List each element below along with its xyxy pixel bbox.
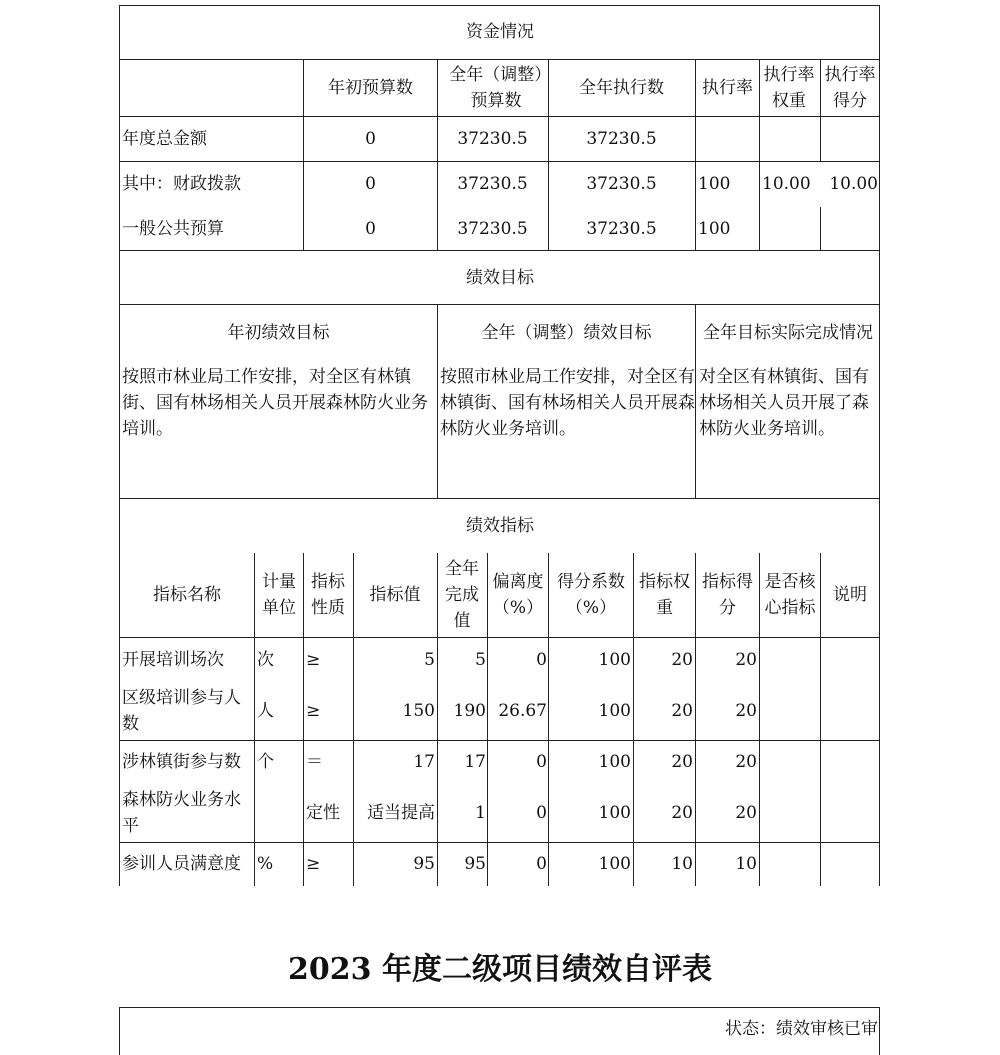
ind-row-coef: 100 [598,650,631,670]
grid-line [303,59,304,250]
funds-row-adjusted: 37230.5 [457,218,528,239]
funds-row-weight: 10.00 [762,174,811,194]
ind-row-nature: 定性 [306,803,340,823]
ind-header-core: 是否核心指标 [764,572,816,618]
ind-row-note [821,785,879,841]
header-adjusted-budget: 全年（调整）预算数 [449,65,543,111]
ind-row-note [821,843,879,885]
grid-line [120,498,880,499]
grid-line [303,553,304,886]
grid-line [487,553,488,886]
ind-row-deviation: 0 [536,752,547,772]
goal-adjusted-header: 全年（调整）绩效目标 [481,323,652,343]
ind-row-nature: ≥ [306,701,321,721]
grid-line [695,304,696,498]
ind-header-coef: 得分系数（%） [557,572,625,618]
ind-row-unit: 人 [257,701,274,721]
goal-initial-header: 年初绩效目标 [227,323,330,343]
goal-initial-text: 按照市林业局工作安排，对全区有林镇街、国有林场相关人员开展森林防火业务培训。 [122,367,428,439]
funds-row-adjusted: 37230.5 [457,129,528,149]
grid-line [759,207,760,250]
ind-row-name: 参训人员满意度 [122,854,241,874]
funds-row-initial: 0 [365,174,376,194]
funds-row-initial: 0 [365,218,376,239]
ind-row-weight: 20 [671,701,693,721]
ind-header-name: 指标名称 [153,585,221,605]
ind-row-weight: 10 [671,854,693,874]
grid-line [548,553,549,886]
ind-row-name: 区级培训参与人数 [122,688,241,734]
ind-row-deviation: 26.67 [498,701,547,721]
ind-header-completed: 全年完成值 [445,559,479,631]
grid-line [120,59,880,60]
grid-line [820,207,821,250]
grid-line [879,1007,880,1055]
grid-line [437,304,438,498]
ind-row-score: 20 [735,650,757,670]
ind-row-weight: 20 [671,803,693,823]
ind-row-deviation: 0 [536,803,547,823]
indicators-section-title: 绩效指标 [466,516,534,536]
grid-line [120,637,880,638]
ind-row-deviation: 0 [536,650,547,670]
header-executed: 全年执行数 [579,78,664,98]
grid-line [759,553,760,886]
ind-row-coef: 100 [598,854,631,874]
grid-line [119,5,120,886]
ind-row-nature: ≥ [306,854,321,874]
ind-row-value: 适当提高 [367,803,435,823]
funds-row-label: 其中：财政拨款 [122,174,241,194]
ind-row-coef: 100 [598,752,631,772]
grid-line [120,5,880,6]
header-exec-rate: 执行率 [702,78,753,98]
ind-header-score: 指标得分 [702,572,753,618]
ind-row-note [821,638,879,682]
grid-line [353,553,354,886]
ind-row-completed: 95 [464,854,486,874]
goals-section-title: 绩效目标 [466,267,534,288]
ind-row-coef: 100 [598,701,631,721]
ind-row-weight: 20 [671,650,693,670]
funds-row-label: 年度总金额 [122,129,207,149]
ind-row-deviation: 0 [536,854,547,874]
grid-line [820,59,821,161]
funds-row-weight [760,117,820,161]
ind-row-value: 5 [424,650,435,670]
ind-row-unit [255,785,303,841]
ind-row-note [821,741,879,783]
grid-line [120,304,880,305]
grid-line [120,161,880,162]
ind-header-note: 说明 [833,585,867,605]
ind-row-core [760,843,820,885]
ind-row-core [760,785,820,841]
ind-row-score: 20 [735,752,757,772]
ind-row-completed: 5 [475,650,486,670]
ind-row-value: 150 [402,701,435,721]
review-status: 状态：绩效审核已审 [725,1019,878,1039]
funds-row-executed: 37230.5 [586,174,657,194]
ind-row-value: 17 [413,752,435,772]
ind-row-name: 森林防火业务水平 [122,790,241,836]
grid-line [633,553,634,886]
grid-line [120,250,880,251]
ind-row-unit: % [257,854,274,874]
form-title: 2023 年度二级项目绩效自评表 [288,952,712,987]
grid-line [695,553,696,886]
funds-row-executed: 37230.5 [586,218,657,239]
ind-header-nature: 指标性质 [311,572,345,618]
ind-row-coef: 100 [598,803,631,823]
funds-row-rate [696,117,759,161]
grid-line [120,116,880,117]
ind-row-completed: 190 [453,701,486,721]
ind-row-score: 20 [735,803,757,823]
ind-row-score: 20 [735,701,757,721]
ind-row-core [760,741,820,783]
grid-line [695,59,696,250]
goal-adjusted-text: 按照市林业局工作安排，对全区有林镇街、国有林场相关人员开展森林防火业务培训。 [440,367,695,439]
ind-header-unit: 计量单位 [262,572,296,618]
ind-row-name: 开展培训场次 [122,650,224,670]
ind-row-value: 95 [413,854,435,874]
funds-row-rate: 100 [698,218,731,239]
ind-row-completed: 1 [475,803,486,823]
funds-row-initial: 0 [365,129,376,149]
grid-line [120,1007,880,1008]
ind-row-nature: ≥ [306,650,321,670]
ind-row-weight: 20 [671,752,693,772]
grid-line [437,59,438,250]
goal-actual-header: 全年目标实际完成情况 [703,323,873,343]
ind-row-note [821,683,879,739]
ind-header-deviation: 偏离度（%） [492,572,544,618]
ind-row-nature: ＝ [306,752,323,772]
grid-line [120,740,880,741]
header-initial-budget: 年初预算数 [328,78,413,98]
ind-row-name: 涉林镇街参与数 [122,752,241,772]
funds-row-rate: 100 [698,174,731,194]
ind-row-score: 10 [735,854,757,874]
grid-line [548,59,549,250]
ind-row-completed: 17 [464,752,486,772]
header-rate-weight: 执行率权重 [763,65,815,111]
funds-row-adjusted: 37230.5 [457,174,528,194]
funds-row-executed: 37230.5 [586,129,657,149]
grid-line [820,553,821,886]
ind-row-core [760,638,820,682]
funds-row-score: 10.00 [829,174,878,194]
ind-header-value: 指标值 [369,585,421,605]
funds-row-weight [760,207,820,250]
ind-row-unit: 个 [257,752,274,772]
grid-line [879,5,880,886]
grid-line [759,59,760,207]
goal-actual-text: 对全区有林镇街、国有林场相关人员开展了森林防火业务培训。 [699,367,869,439]
ind-row-core [760,683,820,739]
funds-row-score [821,207,880,250]
header-rate-score: 执行率得分 [824,65,876,111]
grid-line [254,553,255,886]
funds-row-score [821,117,880,161]
grid-line [120,842,880,843]
grid-line [119,1007,120,1055]
ind-row-unit: 次 [257,650,274,670]
grid-line [437,553,438,886]
ind-header-weight: 指标权重 [639,572,690,618]
funds-row-label: 一般公共预算 [122,218,224,239]
funds-section-title: 资金情况 [466,22,534,42]
